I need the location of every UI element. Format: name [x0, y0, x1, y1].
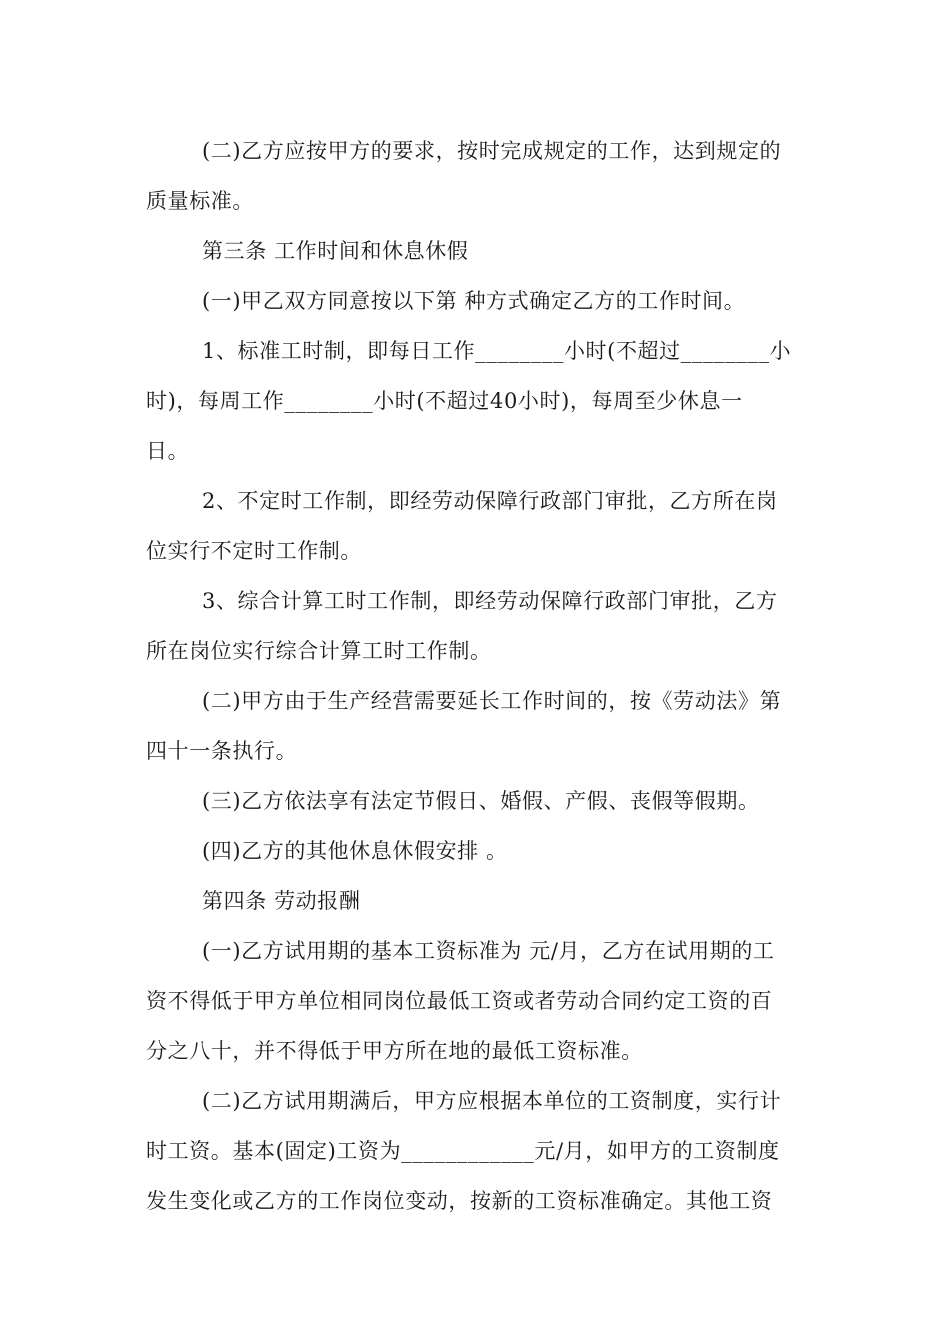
paragraph-line: 四十一条执行。 — [146, 739, 298, 763]
paragraph-line: (三)乙方依法享有法定节假日、婚假、产假、丧假等假期。 — [202, 789, 760, 813]
paragraph-line: 2、不定时工作制，即经劳动保障行政部门审批，乙方所在岗 — [202, 489, 778, 513]
paragraph-line: 时)，每周工作________小时(不超过40小时)，每周至少休息一 — [146, 389, 743, 413]
paragraph-line: (二)甲方由于生产经营需要延长工作时间的，按《劳动法》第 — [202, 689, 782, 713]
paragraph-line: 日。 — [146, 439, 190, 463]
paragraph-line: (二)乙方应按甲方的要求，按时完成规定的工作，达到规定的 — [202, 139, 782, 163]
paragraph-line: 时工资。基本(固定)工资为____________元/月，如甲方的工资制度 — [146, 1139, 780, 1163]
paragraph-line: 发生变化或乙方的工作岗位变动，按新的工资标准确定。其他工资 — [146, 1189, 773, 1213]
paragraph-line: (一)乙方试用期的基本工资标准为 元/月，乙方在试用期的工 — [202, 939, 775, 963]
paragraph-line: 分之八十，并不得低于甲方所在地的最低工资标准。 — [146, 1039, 643, 1063]
paragraph-line: (二)乙方试用期满后，甲方应根据本单位的工资制度，实行计 — [202, 1089, 782, 1113]
paragraph-line: (四)乙方的其他休息休假安排 。 — [202, 839, 508, 863]
section-heading: 第三条 工作时间和休息休假 — [202, 239, 469, 263]
paragraph-line: 1、标准工时制，即每日工作________小时(不超过________小 — [202, 339, 792, 363]
paragraph-line: (一)甲乙双方同意按以下第 种方式确定乙方的工作时间。 — [202, 289, 746, 313]
paragraph-line: 质量标准。 — [146, 189, 254, 213]
paragraph-line: 资不得低于甲方单位相同岗位最低工资或者劳动合同约定工资的百 — [146, 989, 773, 1013]
section-heading: 第四条 劳动报酬 — [202, 889, 361, 913]
paragraph-line: 所在岗位实行综合计算工时工作制。 — [146, 639, 492, 663]
paragraph-line: 3、综合计算工时工作制，即经劳动保障行政部门审批，乙方 — [202, 589, 778, 613]
paragraph-line: 位实行不定时工作制。 — [146, 539, 362, 563]
